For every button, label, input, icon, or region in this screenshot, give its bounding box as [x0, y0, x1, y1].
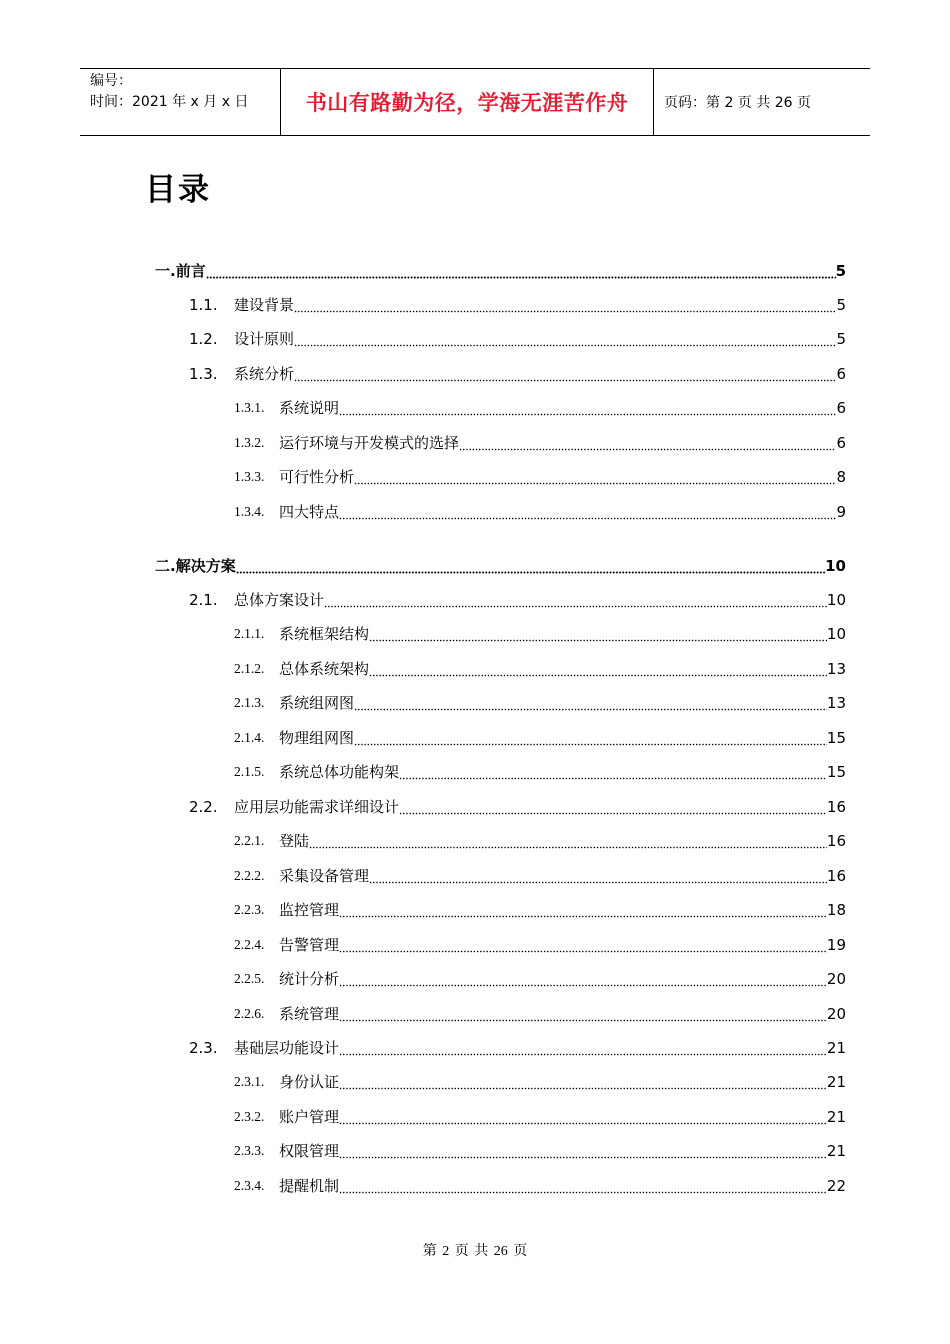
- page-info: 页码：第 2 页 共 26 页: [664, 95, 811, 111]
- toc-entry[interactable]: [234, 397, 846, 419]
- toc-entry-page: 16: [826, 867, 846, 885]
- toc-entry-label: 登陆: [279, 832, 310, 850]
- toc-dot-leader: [339, 1037, 827, 1059]
- toc-entry[interactable]: [234, 761, 846, 783]
- toc-entry[interactable]: [234, 934, 846, 956]
- toc-entry-number: 1.3.1.: [234, 400, 265, 415]
- toc-entry-page: 6: [836, 399, 846, 417]
- time-label: 时间：2021 年 x 月 x 日: [90, 94, 249, 110]
- toc-entry-page: 13: [826, 694, 846, 712]
- toc-entry-number: 2.1.5.: [234, 764, 265, 779]
- toc-entry-number: 2.2.5.: [234, 971, 265, 986]
- toc-entry[interactable]: [234, 1071, 846, 1093]
- toc-entry-label: 可行性分析: [279, 468, 355, 486]
- toc-entry[interactable]: [234, 692, 846, 714]
- toc-entry-number: 2.2.3.: [234, 902, 265, 917]
- toc-dot-leader: [339, 397, 836, 419]
- header-right-cell: [654, 69, 870, 135]
- toc-dot-leader: [459, 432, 836, 454]
- toc-entry-page: 5: [835, 262, 846, 280]
- toc-dot-leader: [339, 1140, 827, 1162]
- toc-entry[interactable]: [234, 658, 846, 680]
- toc-entry-page: 21: [826, 1108, 846, 1126]
- toc-entry[interactable]: [155, 555, 846, 577]
- page-title: 目录: [145, 172, 211, 208]
- toc-entry-number: 2.2.: [189, 798, 218, 816]
- toc-entry-page: 8: [836, 468, 846, 486]
- toc-entry-number: 1.3.: [189, 365, 218, 383]
- toc-entry-label: 统计分析: [279, 970, 340, 988]
- toc-entry-label: 系统管理: [279, 1005, 340, 1023]
- toc-entry[interactable]: [234, 466, 846, 488]
- header-middle-cell: [281, 69, 654, 135]
- toc-entry-number: 1.2.: [189, 330, 218, 348]
- toc-dot-leader: [339, 934, 827, 956]
- toc-entry-label: 系统框架结构: [279, 625, 370, 643]
- toc-entry[interactable]: [189, 796, 846, 818]
- toc-entry-label: 采集设备管理: [279, 867, 370, 885]
- toc-entry-label: 系统分析: [234, 365, 295, 383]
- toc-dot-leader: [339, 1106, 827, 1128]
- toc-entry-page: 10: [826, 591, 846, 609]
- toc-entry-number: 2.3.4.: [234, 1178, 265, 1193]
- toc-entry-page: 21: [826, 1142, 846, 1160]
- toc-entry-label: 账户管理: [279, 1108, 340, 1126]
- toc-entry-label: 建设背景: [234, 296, 295, 314]
- toc-entry[interactable]: [234, 1003, 846, 1025]
- toc-entry[interactable]: [234, 899, 846, 921]
- toc-entry-page: 18: [826, 901, 846, 919]
- toc-entry[interactable]: [155, 260, 846, 282]
- toc-dot-leader: [324, 589, 827, 611]
- toc-entry-label: 物理组网图: [279, 729, 355, 747]
- toc-entry[interactable]: [234, 727, 846, 749]
- toc-entry-number: 2.1.1.: [234, 626, 265, 641]
- toc-dot-leader: [354, 727, 827, 749]
- toc-dot-leader: [339, 1175, 827, 1197]
- toc-dot-leader: [399, 761, 827, 783]
- toc-entry-number: 1.3.3.: [234, 469, 265, 484]
- toc-dot-leader: [294, 328, 836, 350]
- toc-entry[interactable]: [234, 968, 846, 990]
- toc-entry-label: 一.前言: [155, 262, 206, 280]
- number-label: 编号：: [90, 73, 132, 89]
- toc-dot-leader: [294, 294, 836, 316]
- toc-entry[interactable]: [189, 589, 846, 611]
- toc-entry[interactable]: [234, 501, 846, 523]
- toc-entry-label: 二.解决方案: [155, 557, 236, 575]
- toc-entry-number: 2.1.4.: [234, 730, 265, 745]
- toc-entry-number: 2.3.1.: [234, 1074, 265, 1089]
- motto-text: 书山有路勤为径，学海无涯苦作舟: [305, 91, 629, 115]
- toc-entry-number: 2.1.2.: [234, 661, 265, 676]
- toc-entry-number: 2.2.4.: [234, 937, 265, 952]
- toc-dot-leader: [309, 830, 827, 852]
- toc-entry[interactable]: [234, 432, 846, 454]
- toc-entry-label: 运行环境与开发模式的选择: [279, 434, 460, 452]
- toc-entry-number: 2.1.: [189, 591, 218, 609]
- toc-dot-leader: [339, 1003, 827, 1025]
- toc-entry-page: 21: [826, 1039, 846, 1057]
- toc-dot-leader: [399, 796, 827, 818]
- toc-entry-page: 5: [836, 330, 846, 348]
- toc-dot-leader: [369, 658, 827, 680]
- toc-entry-page: 10: [825, 557, 846, 575]
- toc-dot-leader: [354, 466, 836, 488]
- toc-entry-label: 设计原则: [234, 330, 295, 348]
- toc-dot-leader: [206, 260, 836, 282]
- toc-entry-page: 5: [836, 296, 846, 314]
- toc-entry-page: 6: [836, 365, 846, 383]
- toc-entry[interactable]: [189, 1037, 846, 1059]
- header-left-cell: [80, 69, 281, 135]
- toc-entry-page: 20: [826, 970, 846, 988]
- toc-dot-leader: [339, 1071, 827, 1093]
- toc-entry[interactable]: [234, 623, 846, 645]
- toc-entry-label: 应用层功能需求详细设计: [234, 798, 400, 816]
- toc-entry-label: 身份认证: [279, 1073, 340, 1091]
- toc-entry-number: 2.3.2.: [234, 1109, 265, 1124]
- toc-entry-page: 22: [826, 1177, 846, 1195]
- toc-entry[interactable]: [234, 865, 846, 887]
- toc-entry-number: 2.3.3.: [234, 1143, 265, 1158]
- toc-entry[interactable]: [234, 1106, 846, 1128]
- toc-entry[interactable]: [189, 294, 846, 316]
- toc-entry-number: 2.1.3.: [234, 695, 265, 710]
- toc-entry-label: 系统组网图: [279, 694, 355, 712]
- toc-entry-label: 总体系统架构: [279, 660, 370, 678]
- toc-dot-leader: [339, 968, 827, 990]
- toc-entry-label: 四大特点: [279, 503, 340, 521]
- toc-entry-page: 20: [826, 1005, 846, 1023]
- toc-entry[interactable]: [189, 328, 846, 350]
- toc-entry-label: 告警管理: [279, 936, 340, 954]
- toc-entry-label: 监控管理: [279, 901, 340, 919]
- toc-entry-page: 9: [836, 503, 846, 521]
- toc-entry-label: 提醒机制: [279, 1177, 340, 1195]
- toc-entry-number: 1.1.: [189, 296, 218, 314]
- toc-entry-page: 10: [826, 625, 846, 643]
- toc-entry-label: 总体方案设计: [234, 591, 325, 609]
- toc-entry-number: 2.2.6.: [234, 1006, 265, 1021]
- toc-entry[interactable]: [189, 363, 846, 385]
- toc-entry-label: 系统说明: [279, 399, 340, 417]
- toc-entry-label: 系统总体功能构架: [279, 763, 400, 781]
- toc-dot-leader: [354, 692, 827, 714]
- toc-dot-leader: [339, 501, 836, 523]
- toc-entry-page: 19: [826, 936, 846, 954]
- toc-entry-page: 16: [826, 832, 846, 850]
- toc-dot-leader: [294, 363, 836, 385]
- toc-entry-number: 2.3.: [189, 1039, 218, 1057]
- toc-entry-number: 1.3.4.: [234, 504, 265, 519]
- toc-dot-leader: [236, 555, 825, 577]
- toc-entry[interactable]: [234, 830, 846, 852]
- toc-entry[interactable]: [234, 1175, 846, 1197]
- toc-dot-leader: [369, 865, 827, 887]
- page-footer: 第 2 页 共 26 页: [422, 1244, 528, 1259]
- toc-entry-page: 6: [836, 434, 846, 452]
- toc-entry-label: 权限管理: [279, 1142, 340, 1160]
- toc-entry-page: 13: [826, 660, 846, 678]
- toc-entry-page: 21: [826, 1073, 846, 1091]
- toc-entry-page: 16: [826, 798, 846, 816]
- toc-entry-number: 2.2.1.: [234, 833, 265, 848]
- toc-entry[interactable]: [234, 1140, 846, 1162]
- page-header: [80, 68, 870, 136]
- toc-entry-number: 1.3.2.: [234, 435, 265, 450]
- toc-entry-page: 15: [826, 763, 846, 781]
- toc-entry-page: 15: [826, 729, 846, 747]
- toc-entry-label: 基础层功能设计: [234, 1039, 340, 1057]
- toc-entry-number: 2.2.2.: [234, 868, 265, 883]
- toc-dot-leader: [339, 899, 827, 921]
- toc-dot-leader: [369, 623, 827, 645]
